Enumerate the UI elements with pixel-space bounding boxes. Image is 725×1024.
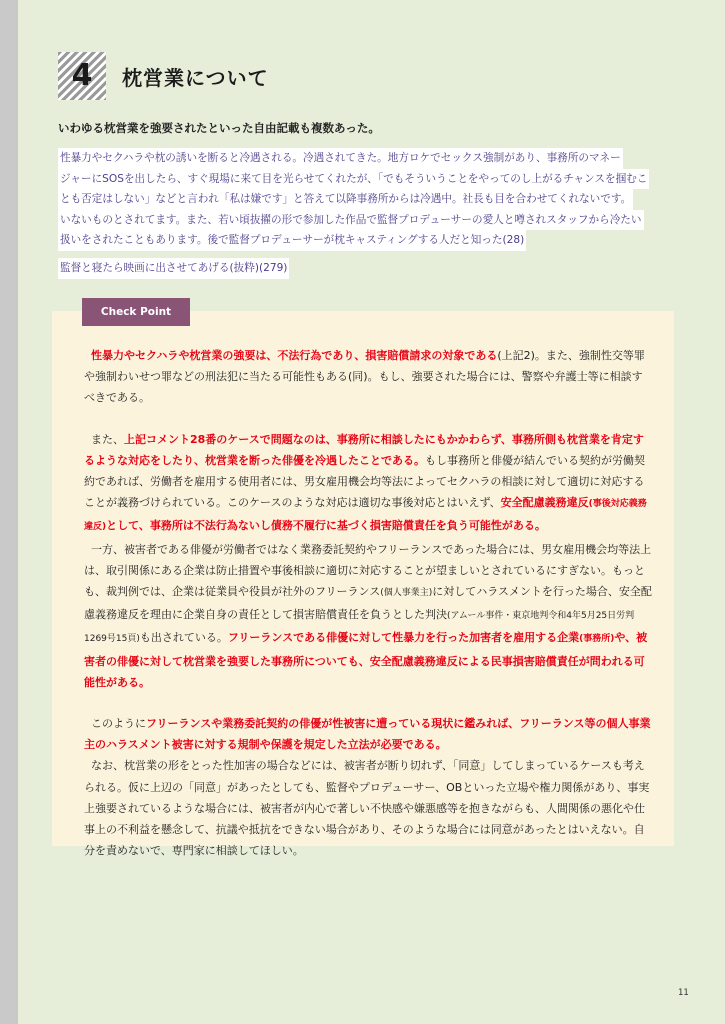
check-point-paragraph-5 bbox=[84, 755, 652, 861]
check-point-paragraph-2 bbox=[84, 429, 652, 539]
section-title: 枕営業について bbox=[122, 66, 269, 90]
quote-block-28 bbox=[58, 148, 676, 251]
section-number: 4 bbox=[58, 52, 106, 100]
body-text-small: (アムール事件・東京地判令和4年5月25日労判1269号15頁) bbox=[84, 611, 635, 645]
body-text: このように bbox=[91, 717, 146, 731]
highlight-text: フリーランスや業務委託契約の俳優が性被害に遭っている現状に鑑みれば、フリーランス等の個人事業主のハラスメント被害に対する規制や保護を規定した立法が必要である。 bbox=[84, 717, 651, 752]
quote-line: 性暴力やセクハラや枕の誘いを断ると冷遇される。冷遇されてきた。地方ロケでセックス強制があり、事務所のマネー bbox=[58, 148, 623, 169]
quote-line: とも否定はしない」などと言われ「私は嫌です」と答えて以降事務所からは冷遇中。社長も目を合わせてくれないです。 bbox=[58, 189, 633, 210]
highlight-text: や、被害者の俳優に対して枕営業を強要した事務所についても、安全配慮義務違反による民事損害賠償責任が問われる可能性がある。 bbox=[84, 631, 648, 689]
section-header bbox=[58, 52, 698, 102]
highlight-text: 安全配慮義務違反 bbox=[500, 496, 589, 510]
page-number: 11 bbox=[678, 988, 689, 998]
quote-line: ジャーにSOSを出したら、すぐ現場に来て目を光らせてくれたが、「でもそういうことをやってのし上がるチャンスを掴むこ bbox=[58, 169, 649, 190]
left-margin-strip bbox=[0, 0, 18, 1024]
highlight-text-small: (事後対応義務違反) bbox=[84, 499, 647, 533]
body-text: なお、枕営業の形をとった性加害の場合などには、被害者が断り切れず、「同意」してしまっているケースも考えられる。仮に上辺の「同意」があったとしても、監督やプロデューサー、OBといった立場や権力関係があり、事実上強要されているような場合には、被害者が内心で著しい不快感や嫌悪感等を抱きながらも、人間関係の悪化や仕事上の不利益を懸念して、抗議や抵抗をできない場合があり、そのような場合には同意があったとはいえない。自分を責めないで、専門家に相談してほしい。 bbox=[84, 759, 650, 858]
quote-line: 監督と寝たら映画に出させてあげる(抜粋)(279) bbox=[58, 258, 289, 279]
body-text: に対してハラスメントを行った場合、安全配慮義務違反を理由に企業自身の責任として損害賠償責任を負うとした判決 bbox=[84, 585, 652, 622]
quote-line: いないものとされてます。また、若い頃抜擢の形で参加した作品で監督プロデューサーの愛人と噂されスタッフから冷たい bbox=[58, 210, 644, 231]
highlight-text: フリーランスである俳優に対して性暴力を行った加害者を雇用する企業 bbox=[227, 631, 580, 645]
highlight-text-small: (事務所) bbox=[579, 634, 615, 645]
body-text: もし事務所と俳優が結んでいる契約が労働契約であれば、労働者を雇用する使用者には、男女雇用機会均等法によってセクハラの相談に対して適切に対応することが義務づけられている。このケースのような対応は適切な事後対応とはいえず、 bbox=[84, 453, 645, 510]
check-point-paragraph-3 bbox=[84, 539, 652, 693]
highlight-text: 性暴力やセクハラや枕営業の強要は、不法行為であり、損害賠償請求の対象である bbox=[91, 349, 498, 362]
check-point-paragraph-1 bbox=[84, 345, 652, 409]
highlight-text: として、事務所は不法行為ないし債務不履行に基づく損害賠償責任を負う可能性がある。 bbox=[106, 519, 546, 533]
intro-text: いわゆる枕営業を強要されたといった自由記載も複数あった。 bbox=[58, 121, 380, 135]
body-text-small: (個人事業主) bbox=[380, 588, 433, 599]
highlight-text: 上記コメント28番のケースで問題なのは、事務所に相談したにもかかわらず、事務所側も枕営業を肯定するような対応をしたり、枕営業を断った俳優を冷遇したことである。 bbox=[84, 432, 644, 467]
check-point-label: Check Point bbox=[82, 298, 190, 326]
quote-line: 扱いをされたこともあります。後で監督プロデューサーが枕キャスティングする人だと知った(28) bbox=[58, 230, 526, 251]
body-text: (上記2)。また、強制性交等罪や強制わいせつ罪などの刑法犯に当たる可能性もある(同)。もし、強要された場合には、警察や弁護士等に相談すべきである。 bbox=[84, 349, 645, 405]
body-text: も出されている。 bbox=[139, 631, 228, 645]
body-text: 一方、被害者である俳優が労働者ではなく業務委託契約やフリーランスであった場合には、男女雇用機会均等法上は、取引関係にある企業は防止措置や事後相談に適切に対応することが望ましいとされているにすぎない。もっとも、裁判例では、企業は従業員や役員が社外のフリーランス bbox=[84, 542, 652, 599]
body-text: また、 bbox=[91, 432, 124, 446]
check-point-paragraph-4 bbox=[84, 713, 652, 755]
check-point-body bbox=[84, 345, 652, 861]
quote-block-279 bbox=[58, 258, 676, 279]
